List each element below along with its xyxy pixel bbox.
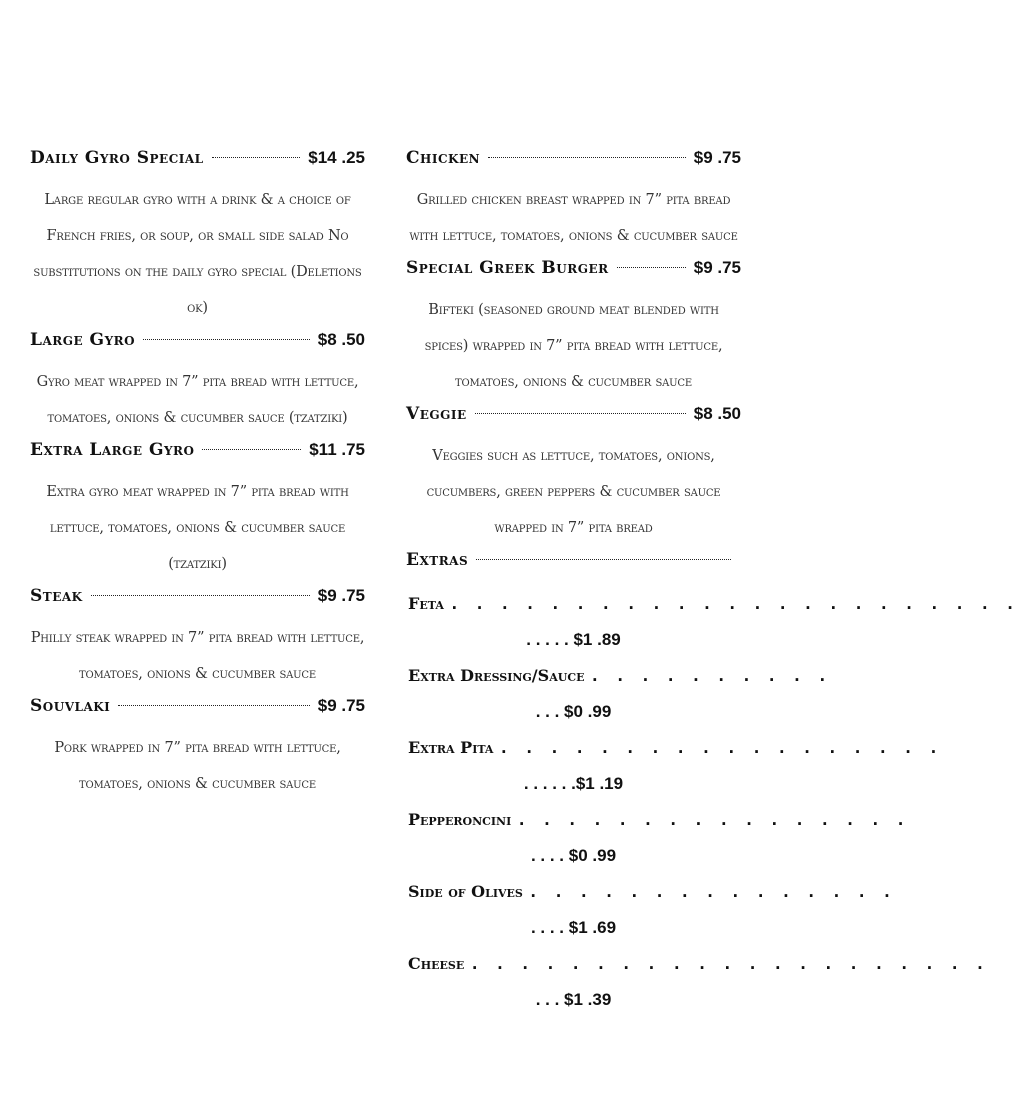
dot-leader: . . . . . . . . . . . . . . . . . . [499, 738, 942, 757]
item-name: Large Gyro [30, 330, 136, 350]
item-description: Bifteki (seasoned ground meat blended with spices) wrapped in 7” pita bread with lettuce, tomatoes, onions & cucumber sauce [424, 302, 723, 390]
menu-item [406, 404, 741, 546]
item-name: Extra Large Gyro [30, 440, 195, 460]
menu-item [30, 330, 365, 436]
item-description: Veggies such as lettuce, tomatoes, onions, cucumbers, green peppers & cucumber sauce wrapped in 7” pita bread [426, 448, 721, 536]
item-price: $8 .50 [693, 404, 741, 423]
item-price: $9 .75 [317, 586, 365, 605]
extra-name: Extra Pita [408, 738, 494, 757]
item-description: Large regular gyro with a drink & a choice of French fries, or soup, or small side salad No substitutions on the daily gyro special (Deletions ok) [33, 192, 362, 316]
extra-item [406, 874, 895, 946]
extra-price: . . . $0 .99 [535, 702, 612, 721]
dot-leader: . . . . . . . . . . [590, 666, 831, 685]
dot-leader [202, 449, 301, 450]
extras-section [406, 550, 1018, 1018]
dot-leader: . . . . . . . . . . . . . . . . [516, 810, 909, 829]
dot-leader [617, 267, 686, 268]
item-price: $11 .75 [309, 440, 365, 459]
item-price: $8 .50 [317, 330, 365, 349]
extra-item [406, 658, 831, 730]
extra-price: . . . . $0 .99 [530, 846, 617, 865]
item-name: Special Greek Burger [406, 258, 609, 278]
extra-item [406, 802, 909, 874]
extras-title: Extras [406, 550, 469, 570]
extra-name: Extra Dressing/Sauce [408, 666, 585, 685]
dot-leader: . . . . . . . . . . . . . . . . . . . . . . . [449, 594, 1018, 613]
extra-price: . . . . . $1 .89 [526, 630, 621, 649]
item-name: Souvlaki [30, 696, 111, 716]
item-name: Steak [30, 586, 83, 606]
menu-item [406, 258, 741, 400]
dot-leader [475, 413, 686, 414]
item-price: $9 .75 [317, 696, 365, 715]
item-description: Pork wrapped in 7” pita bread with lettuce, tomatoes, onions & cucumber sauce [54, 740, 341, 792]
dot-leader [91, 595, 310, 596]
item-description: Grilled chicken breast wrapped in 7” pita bread with lettuce, tomatoes, onions & cucumber sauce [409, 192, 738, 244]
menu-item [30, 586, 365, 692]
extra-name: Side of Olives [408, 882, 523, 901]
extra-item [406, 586, 1018, 658]
item-description: Gyro meat wrapped in 7” pita bread with lettuce, tomatoes, onions & cucumber sauce (tzatziki) [36, 374, 359, 426]
dot-leader [143, 339, 310, 340]
item-name: Veggie [406, 404, 467, 424]
extra-price: . . . $1 .39 [535, 990, 612, 1009]
extra-item [406, 730, 942, 802]
item-name: Daily Gyro Special [30, 148, 204, 168]
menu-item [30, 440, 365, 582]
item-description: Extra gyro meat wrapped in 7” pita bread with lettuce, tomatoes, onions & cucumber sauce (tzatziki) [46, 484, 349, 572]
extra-price: . . . . . .$1 .19 [523, 774, 624, 793]
dot-leader: . . . . . . . . . . . . . . . . . . . . . [469, 954, 988, 973]
extra-name: Feta [408, 594, 444, 613]
dot-leader [212, 157, 301, 158]
item-price: $9 .75 [693, 258, 741, 277]
dot-leader [118, 705, 309, 706]
menu-right-column [406, 148, 1018, 1018]
menu-item [30, 696, 365, 802]
dot-leader [488, 157, 686, 158]
item-price: $14 .25 [308, 148, 365, 167]
extra-name: Pepperoncini [408, 810, 512, 829]
dot-leader [476, 559, 731, 560]
item-description: Philly steak wrapped in 7” pita bread with lettuce, tomatoes, onions & cucumber sauce [30, 630, 365, 682]
menu-item [30, 148, 365, 326]
menu-left-column [30, 148, 365, 806]
dot-leader: . . . . . . . . . . . . . . . [528, 882, 895, 901]
item-price: $9 .75 [693, 148, 741, 167]
menu-item [406, 148, 741, 254]
item-name: Chicken [406, 148, 481, 168]
extra-item [406, 946, 988, 1018]
extra-name: Cheese [408, 954, 465, 973]
extra-price: . . . . $1 .69 [530, 918, 617, 937]
